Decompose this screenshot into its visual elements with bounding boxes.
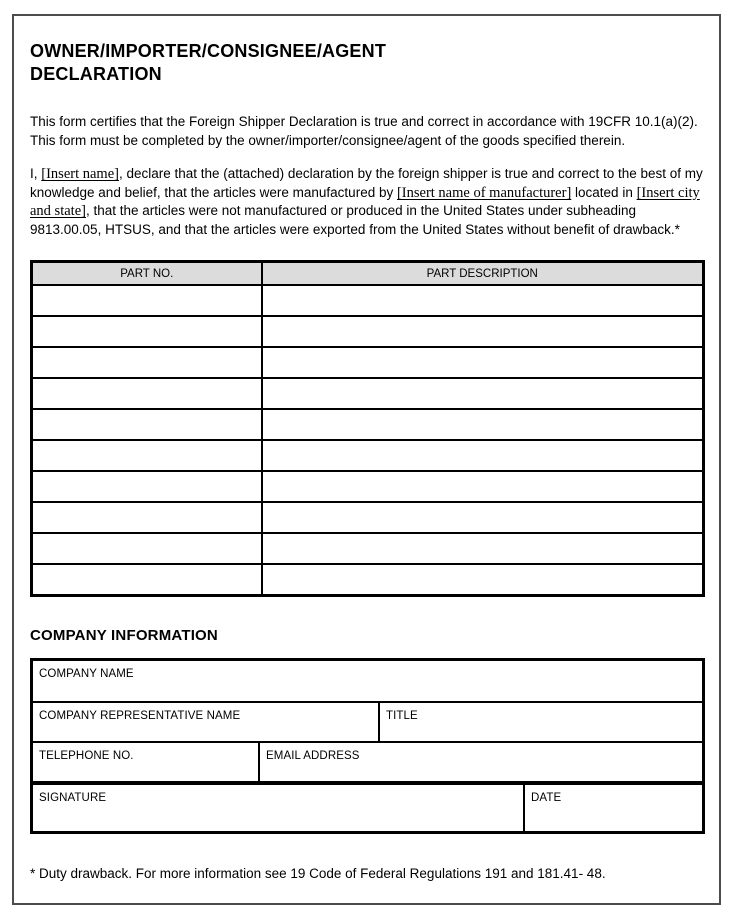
footnote: * Duty drawback. For more information see 19 Code of Federal Regulations 191 and 181.41- 48. [30, 866, 606, 881]
declaration-lead: I, [30, 166, 42, 181]
email-label: EMAIL ADDRESS [266, 750, 360, 762]
company-name-field[interactable] [33, 661, 702, 701]
part-description-cell[interactable] [262, 533, 704, 564]
intro-paragraph: This form certifies that the Foreign Shipper Declaration is true and correct in accordance with 19CFR 10.1(a)(2). This form must be completed by the owner/importer/consignee/agent of the goods specified therein. [30, 114, 698, 148]
part-no-cell[interactable] [32, 285, 262, 316]
company-information-heading: COMPANY INFORMATION [30, 627, 218, 644]
parts-table-header-row [32, 262, 704, 286]
parts-table-row [32, 502, 704, 533]
part-description-cell[interactable] [262, 440, 704, 471]
title-label: TITLE [386, 710, 418, 722]
parts-table-body [32, 285, 704, 596]
insert-name-placeholder: [Insert name] [41, 166, 119, 182]
parts-table-row [32, 378, 704, 409]
form-title-line2: DECLARATION [30, 64, 162, 84]
insert-manufacturer-placeholder: [Insert name of manufacturer] [396, 184, 572, 201]
part-description-cell[interactable] [262, 564, 704, 596]
part-description-cell[interactable] [262, 378, 704, 409]
representative-name-label: COMPANY REPRESENTATIVE NAME [39, 710, 241, 722]
declaration-located-in: located in [571, 184, 637, 200]
telephone-label: TELEPHONE NO. [39, 750, 134, 762]
parts-table-row [32, 347, 704, 378]
part-description-cell[interactable] [262, 471, 704, 502]
parts-table-row [32, 533, 704, 564]
parts-table-row [32, 285, 704, 316]
parts-table-row [32, 471, 704, 502]
declaration-tail: , that the articles were not manufactured or produced in the United States under subheading 9813.00.05, HTSUS, and that the articles were exported from the United States without benefit of drawback.* [30, 203, 680, 237]
date-field[interactable] [523, 785, 702, 831]
parts-table-row [32, 564, 704, 596]
signature-date-row [33, 781, 702, 831]
part-no-cell[interactable] [32, 409, 262, 440]
date-label: DATE [531, 792, 562, 804]
signature-field[interactable] [33, 785, 523, 831]
part-no-cell[interactable] [32, 440, 262, 471]
part-no-cell[interactable] [32, 471, 262, 502]
telephone-field[interactable] [33, 743, 258, 781]
part-description-cell[interactable] [262, 316, 704, 347]
declaration-paragraph [30, 165, 705, 239]
part-no-header: PART NO. [32, 262, 262, 286]
part-description-cell[interactable] [262, 502, 704, 533]
telephone-email-row [33, 741, 702, 781]
signature-label: SIGNATURE [39, 792, 107, 804]
company-info-box [30, 658, 705, 834]
part-no-cell[interactable] [32, 316, 262, 347]
document-page [12, 14, 721, 905]
part-description-cell[interactable] [262, 347, 704, 378]
form-title-line1: OWNER/IMPORTER/CONSIGNEE/AGENT [30, 41, 387, 61]
declaration-after-name: , declare that the (attached) declaration by the foreign shipper is true and correct to the best of my knowledge and belief, that the articles were manufactured by [30, 166, 703, 200]
email-field[interactable] [258, 743, 702, 781]
part-description-cell[interactable] [262, 285, 704, 316]
parts-table-row [32, 440, 704, 471]
form-title [30, 40, 705, 86]
part-description-cell[interactable] [262, 409, 704, 440]
parts-table [30, 260, 705, 597]
company-name-label: COMPANY NAME [39, 668, 134, 680]
part-no-cell[interactable] [32, 378, 262, 409]
parts-table-row [32, 409, 704, 440]
part-description-header: PART DESCRIPTION [262, 262, 704, 286]
insert-city-state-placeholder: [Insert city and state] [30, 184, 700, 219]
title-field[interactable] [378, 703, 702, 741]
part-no-cell[interactable] [32, 564, 262, 596]
part-no-cell[interactable] [32, 533, 262, 564]
company-name-row [33, 661, 702, 701]
representative-title-row [33, 701, 702, 741]
part-no-cell[interactable] [32, 502, 262, 533]
part-no-cell[interactable] [32, 347, 262, 378]
representative-name-field[interactable] [33, 703, 378, 741]
parts-table-row [32, 316, 704, 347]
